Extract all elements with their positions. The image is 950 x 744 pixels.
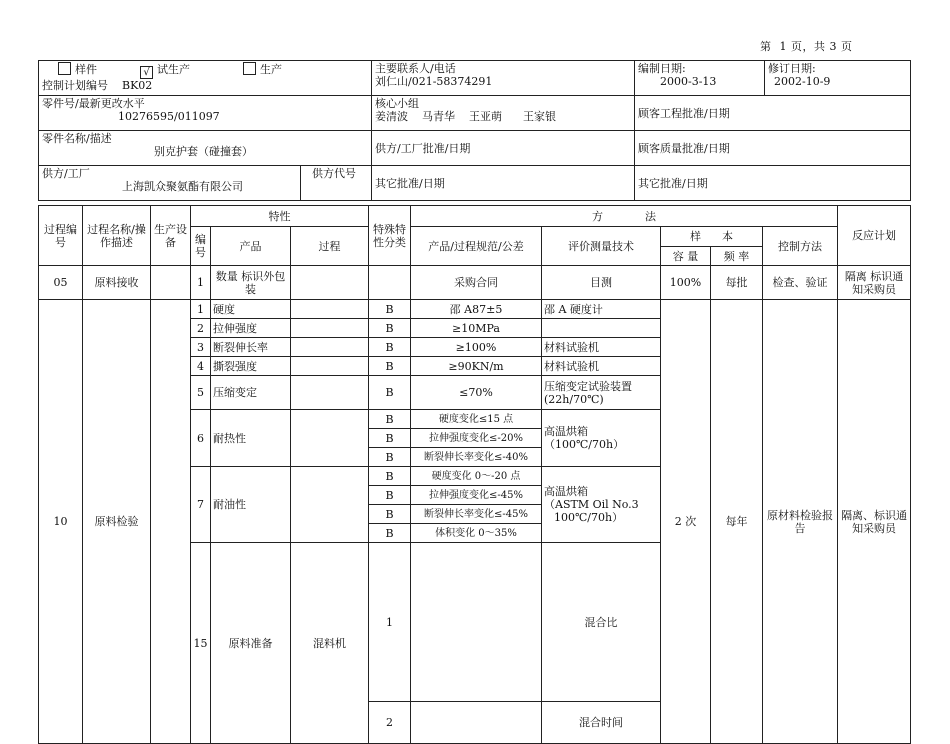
special-class: B bbox=[369, 505, 411, 524]
col-special-class: 特殊特性分类 bbox=[369, 206, 411, 266]
special-class: B bbox=[369, 524, 411, 543]
char-no: 7 bbox=[191, 467, 211, 543]
supplier: 上海凯众聚氨酯有限公司 bbox=[122, 180, 243, 193]
supplier-code-label: 供方代号 bbox=[312, 167, 356, 180]
sample-size: 2 次 bbox=[661, 300, 711, 744]
eval-line: 100℃/70h） bbox=[554, 511, 624, 524]
trial-production-checkbox[interactable]: √ bbox=[140, 66, 153, 79]
char-no: 6 bbox=[191, 410, 211, 467]
sample-label: 样件 bbox=[75, 63, 97, 76]
other-approval-label-1: 其它批准/日期 bbox=[375, 176, 445, 190]
col-sample-size: 容 量 bbox=[661, 247, 711, 266]
eval-line: 高温烘箱 bbox=[544, 485, 588, 498]
spec: 采购合同 bbox=[411, 266, 542, 300]
control-method: 原材料检验报告 bbox=[763, 300, 838, 744]
spec: 硬度变化≤15 点 bbox=[411, 410, 542, 429]
col-sample: 样 本 bbox=[661, 227, 763, 247]
contact-value: 刘仁山/021-58374291 bbox=[375, 75, 493, 88]
col-sample-freq: 频 率 bbox=[711, 247, 763, 266]
eval bbox=[542, 467, 661, 543]
product-char: 硬度 bbox=[211, 300, 291, 319]
col-eval: 评价测量技术 bbox=[542, 227, 661, 266]
cust-quality-approval-cell bbox=[635, 131, 911, 166]
special-class: B bbox=[369, 467, 411, 486]
col-char-no: 编号 bbox=[191, 227, 211, 266]
spec: 硬度变化 0～-20 点 bbox=[411, 467, 542, 486]
reaction-plan: 隔离 标识通知采购员 bbox=[838, 266, 911, 300]
plan-no-label: 控制计划编号 bbox=[42, 79, 108, 92]
product-char: 压缩变定 bbox=[211, 376, 291, 410]
spec: ≥10MPa bbox=[411, 319, 542, 338]
proc-name: 原料准备 bbox=[211, 543, 291, 744]
eval: 目测 bbox=[542, 266, 661, 300]
special-class: B bbox=[369, 486, 411, 505]
eval: 邵 A 硬度计 bbox=[542, 300, 661, 319]
special-class: B bbox=[369, 376, 411, 410]
proc-no: 10 bbox=[39, 300, 83, 744]
table-row bbox=[39, 266, 911, 300]
col-process: 过程 bbox=[291, 227, 369, 266]
spec: 体积变化 0～35% bbox=[411, 524, 542, 543]
col-reaction-plan: 反应计划 bbox=[838, 206, 911, 266]
char-no: 2 bbox=[191, 319, 211, 338]
col-method: 方 法 bbox=[411, 206, 838, 227]
special-class: B bbox=[369, 338, 411, 357]
col-spec: 产品/过程规范/公差 bbox=[411, 227, 542, 266]
core-team-label: 核心小组 bbox=[375, 97, 419, 110]
production-label: 生产 bbox=[260, 63, 282, 76]
product-char: 耐油性 bbox=[211, 467, 291, 543]
cust-eng-approval-cell bbox=[635, 96, 911, 131]
supplier-code-cell bbox=[301, 166, 372, 201]
control-method: 检查、验证 bbox=[763, 266, 838, 300]
part-name-label: 零件名称/描述 bbox=[42, 132, 112, 145]
spec: ≤70% bbox=[411, 376, 542, 410]
col-proc-no: 过程编号 bbox=[39, 206, 83, 266]
contact-label: 主要联系人/电话 bbox=[375, 62, 456, 75]
eval bbox=[542, 319, 661, 338]
equipment: 混料机 bbox=[291, 543, 369, 744]
char-no: 1 bbox=[191, 266, 211, 300]
sample-size: 100% bbox=[661, 266, 711, 300]
eval: 压缩变定试验装置(22h/70℃) bbox=[542, 376, 661, 410]
char-no: 4 bbox=[191, 357, 211, 376]
other-approval-label-2: 其它批准/日期 bbox=[638, 176, 708, 190]
prep-date-cell bbox=[635, 61, 765, 96]
col-control-method: 控制方法 bbox=[763, 227, 838, 266]
page-info: 第 1 页，共 3 页 bbox=[760, 40, 853, 53]
part-no-cell bbox=[39, 96, 372, 131]
spec: 拉伸强度变化≤-20% bbox=[411, 429, 542, 448]
process-char: 混合时间 bbox=[542, 702, 661, 744]
supplier-label: 供方/工厂 bbox=[42, 167, 90, 180]
sample-freq: 每年 bbox=[711, 300, 763, 744]
col-product: 产品 bbox=[211, 227, 291, 266]
part-name: 别克护套（碰撞套） bbox=[154, 145, 253, 158]
spec: ≥90KN/m bbox=[411, 357, 542, 376]
other-approval-cell-2 bbox=[635, 166, 911, 201]
supplier-cell bbox=[39, 166, 301, 201]
plan-no: BK02 bbox=[122, 79, 153, 92]
prep-date-label: 编制日期: bbox=[638, 62, 686, 75]
spec: ≥100% bbox=[411, 338, 542, 357]
col-equipment: 生产设备 bbox=[151, 206, 191, 266]
supplier-approval-label: 供方/工厂批准/日期 bbox=[375, 141, 471, 155]
reaction-plan: 隔离、标识通知采购员 bbox=[838, 300, 911, 744]
char-no: 3 bbox=[191, 338, 211, 357]
product-char: 拉伸强度 bbox=[211, 319, 291, 338]
special-class: B bbox=[369, 429, 411, 448]
product-char: 撕裂强度 bbox=[211, 357, 291, 376]
sample-freq: 每批 bbox=[711, 266, 763, 300]
core-team-cell bbox=[372, 96, 635, 131]
production-checkbox[interactable] bbox=[243, 62, 256, 75]
prep-date: 2000-3-13 bbox=[660, 75, 717, 88]
special-class: B bbox=[369, 319, 411, 338]
spec: 拉伸强度变化≤-45% bbox=[411, 486, 542, 505]
product-char: 断裂伸长率 bbox=[211, 338, 291, 357]
spec: 邵 A87±5 bbox=[411, 300, 542, 319]
char-no: 1 bbox=[369, 543, 411, 702]
contact-cell bbox=[372, 61, 635, 96]
sample-checkbox[interactable] bbox=[58, 62, 71, 75]
cust-eng-approval-label: 顾客工程批准/日期 bbox=[638, 106, 730, 120]
product-char: 耐热性 bbox=[211, 410, 291, 467]
part-no-label: 零件号/最新更改水平 bbox=[42, 97, 145, 110]
special-class: B bbox=[369, 300, 411, 319]
other-approval-cell-1 bbox=[372, 166, 635, 201]
char-no: 5 bbox=[191, 376, 211, 410]
col-proc-name: 过程名称/操作描述 bbox=[83, 206, 151, 266]
spec: 断裂伸长率变化≤-45% bbox=[411, 505, 542, 524]
rev-date: 2002-10-9 bbox=[774, 75, 831, 88]
document-type-cell bbox=[39, 61, 372, 96]
spec: 断裂伸长率变化≤-40% bbox=[411, 448, 542, 467]
eval-line: （ASTM Oil No.3 bbox=[544, 498, 639, 511]
eval: 材料试验机 bbox=[542, 357, 661, 376]
proc-name: 原料接收 bbox=[83, 266, 151, 300]
core-team: 姜清波 马青华 王亚萌 王家银 bbox=[375, 110, 556, 123]
special-class: B bbox=[369, 448, 411, 467]
proc-no: 05 bbox=[39, 266, 83, 300]
process-char: 混合比 bbox=[542, 543, 661, 702]
header-table bbox=[38, 60, 911, 201]
col-characteristics: 特性 bbox=[191, 206, 369, 227]
char-no: 2 bbox=[369, 702, 411, 744]
table-row bbox=[39, 300, 911, 319]
cust-quality-approval-label: 顾客质量批准/日期 bbox=[638, 141, 730, 155]
product-char: 数量 标识外包装 bbox=[211, 266, 291, 300]
part-no: 10276595/011097 bbox=[118, 110, 220, 123]
proc-no: 15 bbox=[191, 543, 211, 744]
char-no: 1 bbox=[191, 300, 211, 319]
trial-production-label: 试生产 bbox=[157, 63, 190, 76]
special-class: B bbox=[369, 357, 411, 376]
rev-date-label: 修订日期: bbox=[768, 62, 816, 75]
rev-date-cell bbox=[765, 61, 911, 96]
eval: 高温烘箱（100℃/70h） bbox=[542, 410, 661, 467]
supplier-approval-cell bbox=[372, 131, 635, 166]
special-class: B bbox=[369, 410, 411, 429]
eval: 材料试验机 bbox=[542, 338, 661, 357]
control-plan-table bbox=[38, 205, 911, 744]
proc-name: 原料检验 bbox=[83, 300, 151, 744]
part-name-cell bbox=[39, 131, 372, 166]
